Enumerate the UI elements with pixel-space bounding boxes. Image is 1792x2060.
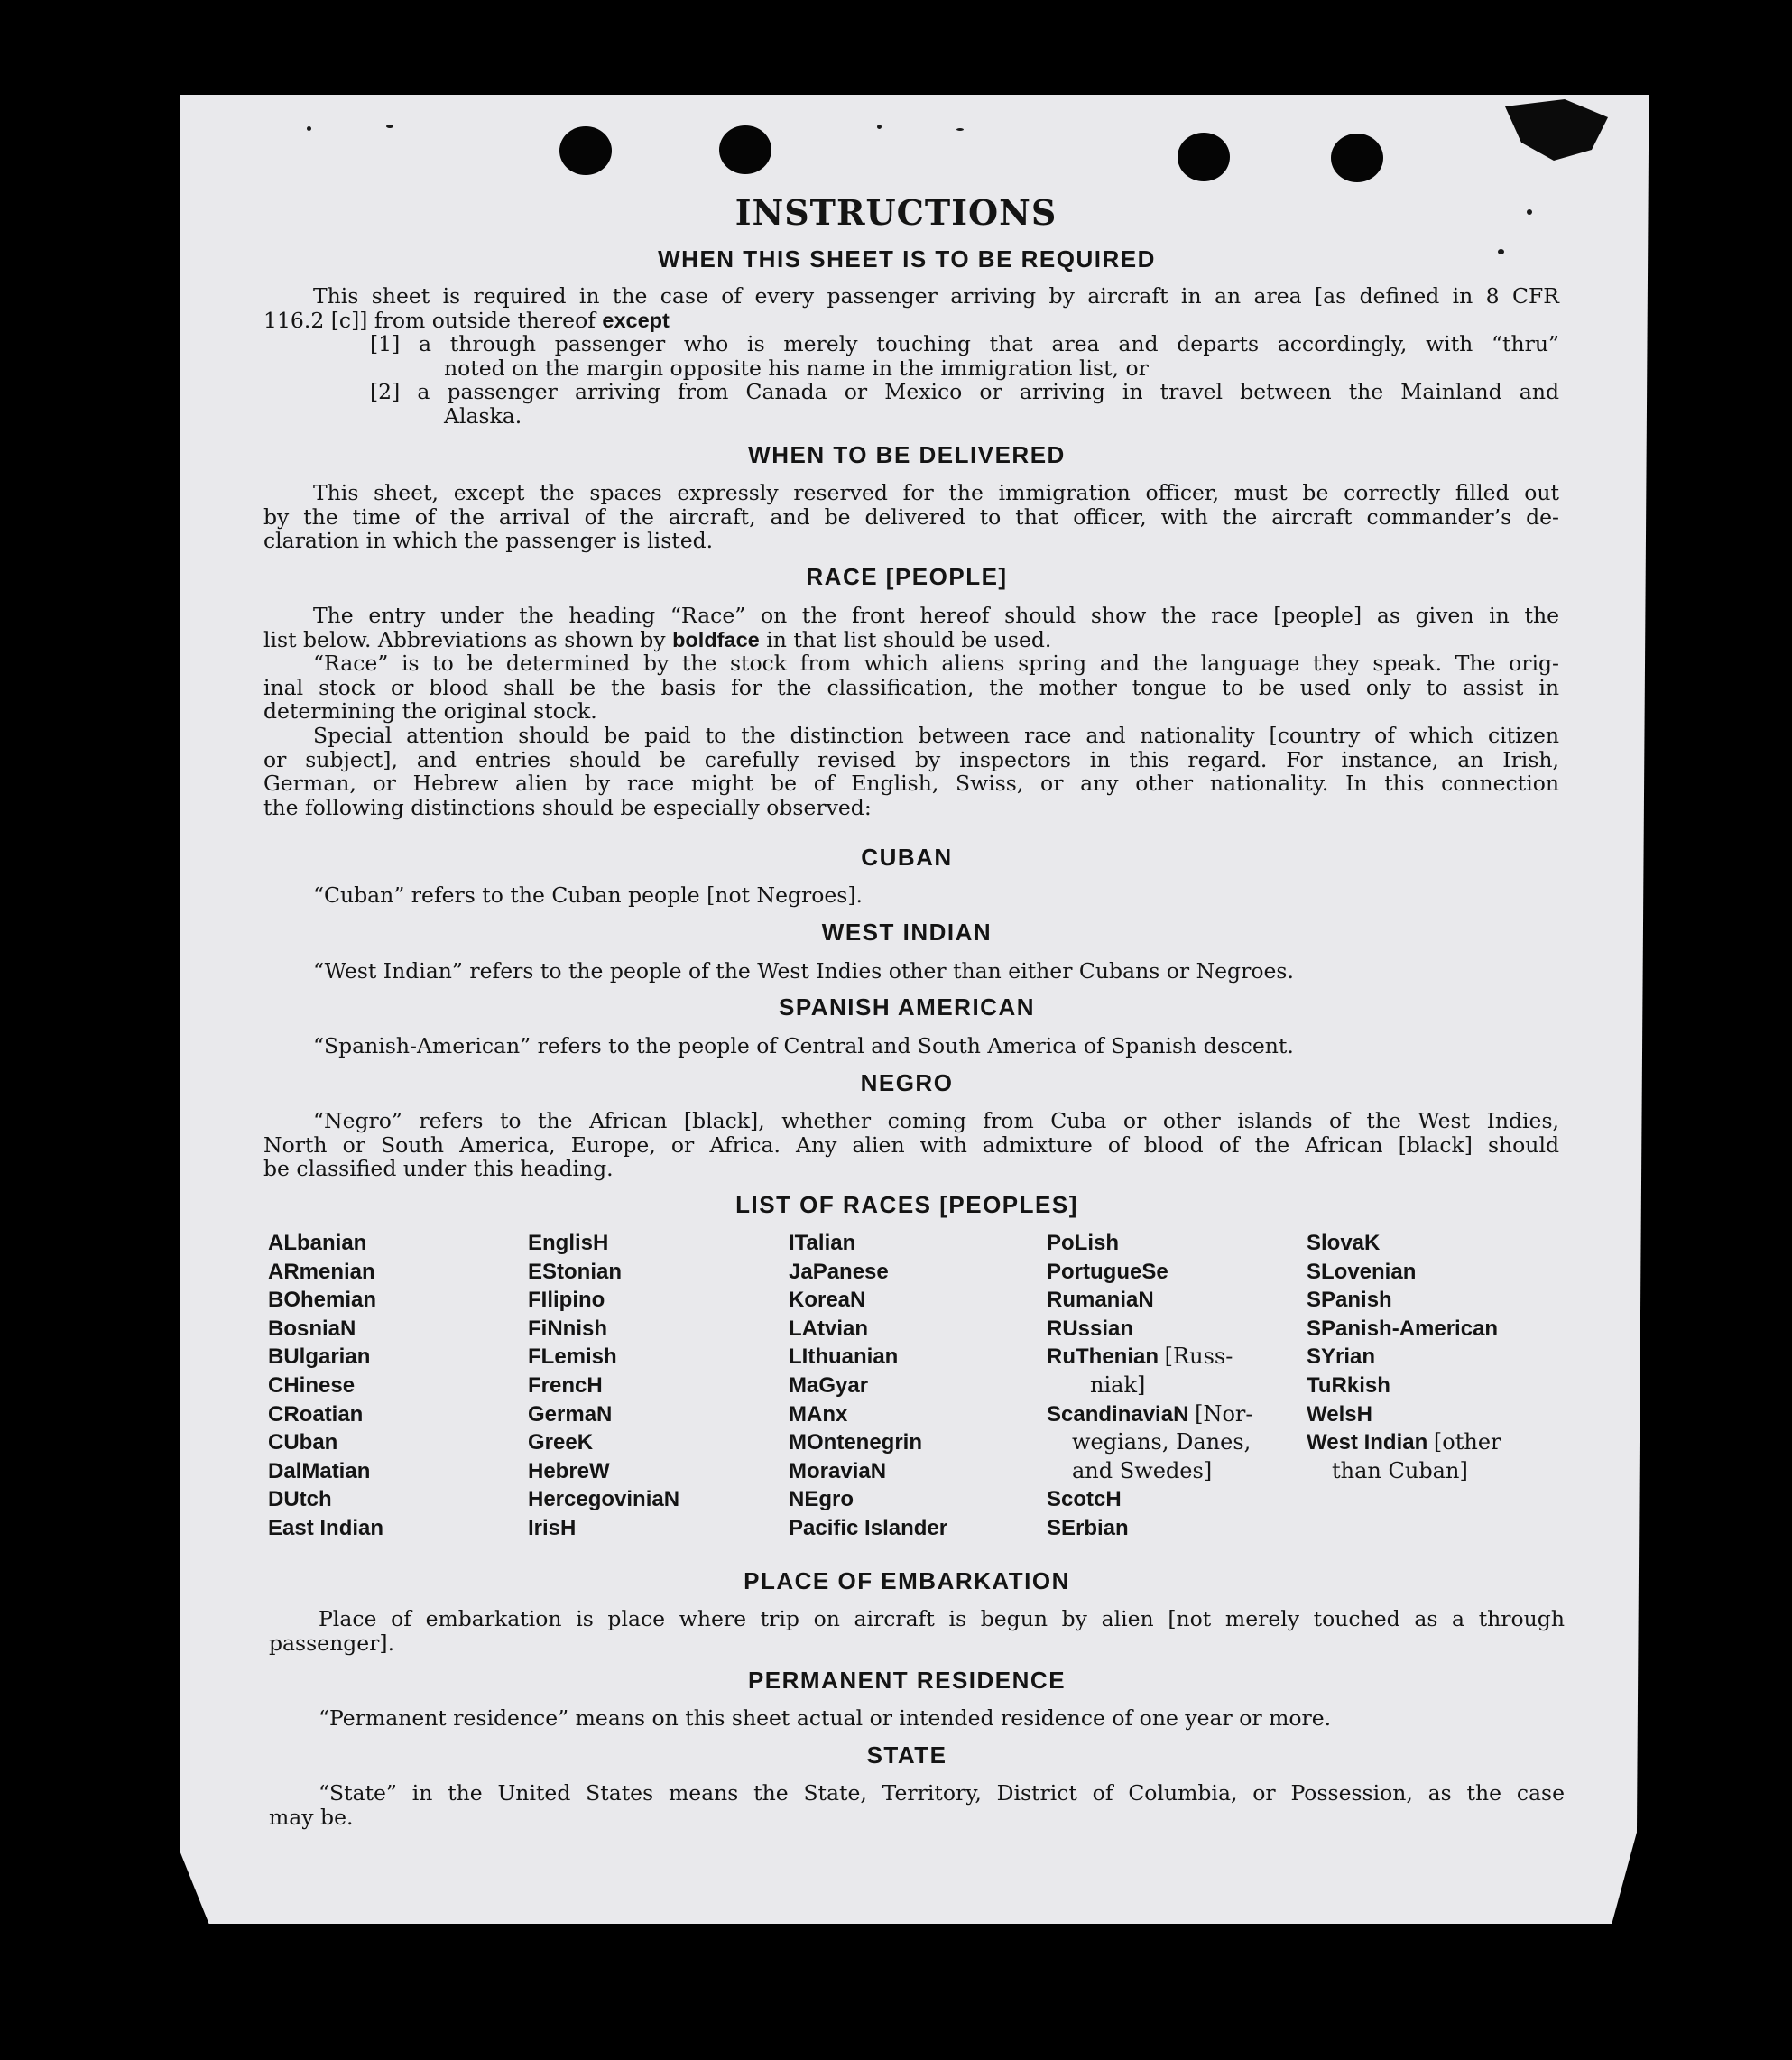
text-line: claration in which the passenger is listed. [263,528,714,553]
text-span: in that list should be used. [766,626,1052,652]
race-entry: LAtvian [789,1316,869,1341]
text-line: “State” in the United States means the State, Territory, District of Columbia, or Possession, as the case [319,1780,1565,1806]
race-entry: CHinese [268,1372,356,1398]
race-entry: WelsH [1307,1401,1372,1427]
text-line: the following distinctions should be especially observed: [263,794,872,820]
when-required-paragraph [263,284,1559,332]
races-column-5 [1307,1229,1577,1485]
race-entry: ScotcH [1047,1487,1122,1512]
heading-list-of-races: LIST OF RACES [PEOPLES] [735,1191,1078,1218]
race-entry: TuRkish [1307,1372,1390,1398]
text-line: “Negro” refers to the African [black], whether coming from Cuba or other islands of the West Indies, [313,1108,1559,1133]
text-line: “West Indian” refers to the people of the West Indies other than either Cubans or Negroes. [313,958,1294,984]
text-line [263,309,1559,333]
race-entry: PortugueSe [1047,1259,1168,1284]
race-entry: DalMatian [268,1458,371,1483]
heading-embarkation: PLACE OF EMBARKATION [744,1567,1070,1594]
text-line: inal stock or blood shall be the basis for the classification, the mother tongue to be used only to assist in [263,674,1559,700]
race-note: niak] [1090,1372,1146,1398]
race-entry: ALbanian [268,1231,367,1255]
exception-item-1 [370,332,1559,380]
heading-west-indian: WEST INDIAN [821,919,993,946]
race-entry: ITalian [789,1231,856,1255]
heading-negro: NEGRO [860,1069,954,1096]
negro-paragraph [263,1109,1559,1181]
heading-race: RACE [PEOPLE] [806,563,1008,590]
embarkation-paragraph [269,1607,1565,1655]
race-note: [Nor- [1195,1400,1253,1427]
race-entry: ARmenian [268,1259,375,1284]
race-entry: JaPanese [789,1259,889,1284]
race-entry: MaGyar [789,1372,869,1398]
races-column-1 [268,1229,512,1543]
race-entry: KoreaN [789,1288,866,1313]
race-entry: MoraviaN [789,1458,887,1483]
race-paragraph-3 [263,724,1559,819]
races-column-4 [1047,1229,1290,1543]
state-paragraph [269,1781,1565,1829]
race-entry: SLovenian [1307,1259,1417,1284]
race-entry: RumaniaN [1047,1288,1154,1313]
race-entry: BosniaN [268,1316,356,1341]
page-title: INSTRUCTIONS [734,192,1058,233]
boldface-keyword: boldface [672,627,760,651]
text-span: list below. Abbreviations as shown by [263,626,666,652]
race-note: [Russ- [1164,1344,1233,1370]
text-line: be classified under this heading. [263,1156,614,1181]
race-entry: DUtch [268,1487,332,1512]
race-entry: FiNnish [528,1316,607,1341]
text-line: “Cuban” refers to the Cuban people [not Negroes]. [313,882,864,908]
race-entry: MOntenegrin [789,1430,922,1455]
text-line: [1] a through passenger who is merely touching that area and departs accordingly, with “thru” [370,331,1559,356]
text-line: Place of embarkation is place where trip on aircraft is begun by alien [not merely touched as a through [319,1606,1565,1631]
text-line: Special attention should be paid to the distinction between race and nationality [country of which citizen [313,723,1559,748]
race-entry: Pacific Islander [789,1515,948,1540]
text-line: “Race” is to be determined by the stock from which aliens spring and the language they speak. The orig- [313,651,1559,676]
text-span: 116.2 [c]] from outside thereof [263,307,596,333]
race-entry: East Indian [268,1515,384,1540]
race-entry: SPanish [1307,1288,1392,1313]
heading-cuban: CUBAN [861,844,953,871]
heading-state: STATE [866,1741,947,1769]
race-entry: SlovaK [1307,1231,1381,1255]
text-line: “Permanent residence” means on this sheet actual or intended residence of one year or more. [319,1705,1332,1731]
race-entry: EStonian [528,1259,623,1284]
race-entry: GreeK [528,1430,594,1455]
race-entry: FLemish [528,1344,617,1370]
when-delivered-paragraph [263,481,1559,553]
race-note: [other [1433,1429,1501,1455]
race-entry: IrisH [528,1515,577,1540]
race-entry: PoLish [1047,1231,1120,1255]
race-paragraph-1 [263,604,1559,651]
text-line: The entry under the heading “Race” on the front hereof should show the race [people] as given in the [313,603,1559,628]
race-entry: FrencH [528,1372,603,1398]
except-keyword: except [602,308,670,332]
races-column-3 [789,1229,1032,1543]
race-entry: RUssian [1047,1316,1134,1341]
heading-when-delivered: WHEN TO BE DELIVERED [748,441,1066,468]
race-abbr: RuThenian [1047,1344,1159,1370]
text-line: North or South America, Europe, or Africa. Any alien with admixture of blood of the African [black] should [263,1132,1559,1158]
cuban-paragraph [263,883,1559,908]
race-note: than Cuban] [1332,1457,1468,1483]
race-entry: SErbian [1047,1515,1129,1540]
text-line: may be. [269,1804,354,1830]
residence-paragraph [269,1706,1565,1731]
text-line: This sheet is required in the case of every passenger arriving by aircraft in an area [as defined in 8 CFR [313,283,1559,309]
race-entry: HebreW [528,1458,610,1483]
text-line: noted on the margin opposite his name in the immigration list, or [444,355,1149,381]
text-line: determining the original stock. [263,698,597,724]
race-note: and Swedes] [1072,1457,1213,1483]
race-entry: MAnx [789,1401,848,1427]
text-line: passenger]. [269,1630,395,1656]
race-entry-ruthenian [1047,1343,1290,1372]
race-paragraph-2 [263,651,1559,724]
race-entry: CUban [268,1430,338,1455]
race-entry: GermaN [528,1401,613,1427]
text-line: Alaska. [444,402,522,429]
west-indian-paragraph [263,959,1559,984]
text-line: by the time of the arrival of the aircraft, and be delivered to that officer, with the aircraft commander’s de- [263,503,1559,530]
text-line: German, or Hebrew alien by race might be of English, Swiss, or any other nationality. In this connection [263,771,1559,796]
race-entry: FIlipino [528,1288,605,1313]
race-entry: CRoatian [268,1401,364,1427]
races-column-2 [528,1229,771,1543]
exception-item-2 [370,380,1559,428]
race-entry: SYrian [1307,1344,1376,1370]
text-line [263,628,1559,652]
race-abbr: West Indian [1307,1430,1428,1455]
race-note: wegians, Danes, [1072,1429,1252,1455]
text-line: This sheet, except the spaces expressly reserved for the immigration officer, must be correctly filled out [313,480,1559,505]
race-entry-scandinavian [1047,1400,1290,1429]
race-entry-west-indian [1307,1428,1577,1457]
race-abbr: ScandinaviaN [1047,1401,1189,1427]
race-entry: HercegoviniaN [528,1487,680,1512]
race-entry: SPanish-American [1307,1316,1499,1341]
race-entry: BUlgarian [268,1344,371,1370]
text-line: [2] a passenger arriving from Canada or Mexico or arriving in travel between the Mainland and [370,379,1559,404]
race-entry: LIthuanian [789,1344,899,1370]
text-line: or subject], and entries should be carefully revised by inspectors in this regard. For instance, an Irish, [263,746,1559,772]
heading-spanish-american: SPANISH AMERICAN [778,993,1035,1021]
heading-permanent-residence: PERMANENT RESIDENCE [747,1667,1067,1694]
race-entry: BOhemian [268,1288,377,1313]
race-entry: NEgro [789,1487,854,1512]
text-line: “Spanish-American” refers to the people of Central and South America of Spanish descent. [313,1033,1294,1058]
heading-when-required: WHEN THIS SHEET IS TO BE REQUIRED [658,245,1156,273]
spanish-american-paragraph [263,1034,1559,1058]
race-entry: EnglisH [528,1231,609,1255]
